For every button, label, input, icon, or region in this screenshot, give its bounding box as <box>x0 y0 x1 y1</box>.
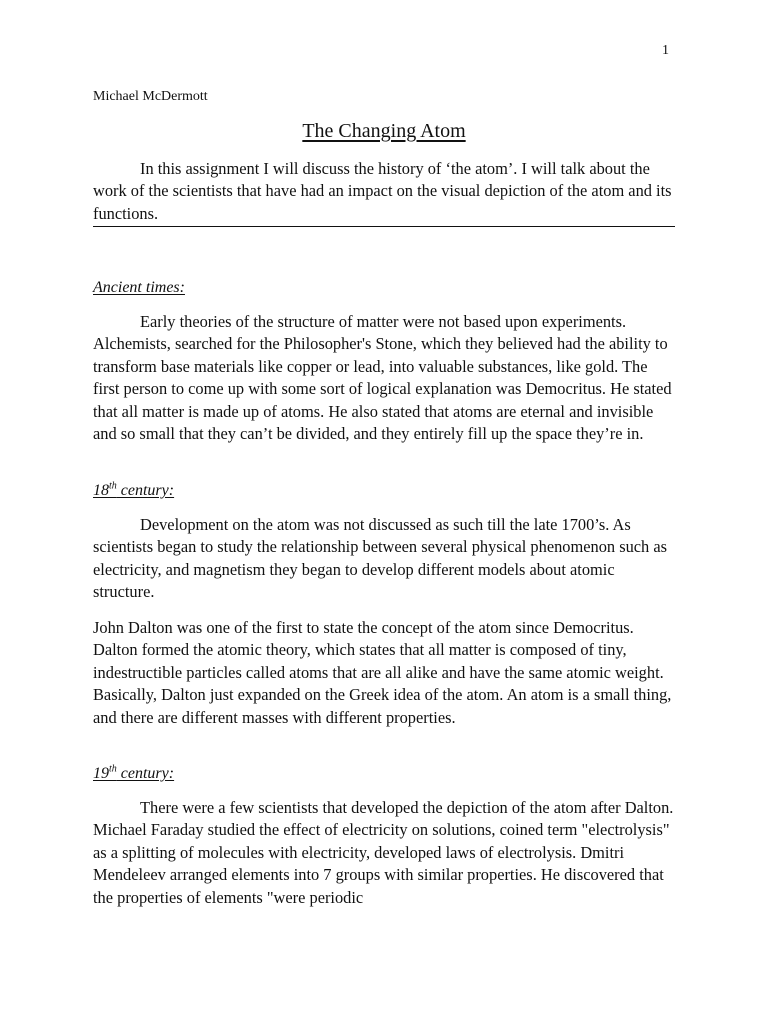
heading-number: 18 <box>93 482 109 499</box>
section-heading-ancient: Ancient times: <box>93 279 185 296</box>
page-number: 1 <box>662 43 669 58</box>
heading-superscript: th <box>109 763 117 775</box>
heading-text: century: <box>116 765 175 782</box>
heading-number: 19 <box>93 765 109 782</box>
heading-text: century: <box>116 482 175 499</box>
section-heading-18th-century <box>93 481 174 501</box>
intro-paragraph: In this assignment I will discuss the history of ‘the atom’. I will talk about the work of the scientists that have had an impact on the visual depiction of the atom and its functions. <box>93 158 675 227</box>
author-name: Michael McDermott <box>93 89 208 104</box>
paragraph-18th-century-1: Development on the atom was not discussed as such till the late 1700’s. As scientists began to study the relationship between several physical phenomenon such as electricity, and magnetism they began to develop different models about atomic structure. <box>93 515 667 602</box>
heading-superscript: th <box>109 480 117 492</box>
paragraph-19th-century: There were a few scientists that developed the depiction of the atom after Dalton. Michael Faraday studied the effect of electricity on solutions, coined term "electrolysis" as a splitting of molecules with electricity, developed laws of electrolysis. Dmitri Mendeleev arranged elements into 7 groups with similar properties. He discovered that the properties of elements "were periodic <box>93 798 674 907</box>
section-heading-19th-century <box>93 764 174 784</box>
paragraph-ancient: Early theories of the structure of matter were not based upon experiments. Alchemists, searched for the Philosopher's Stone, which they believed had the ability to transform base materials like copper or lead, into valuable substances, like gold. The first person to come up with some sort of logical explanation was Democritus. He stated that all matter is made up of atoms. He also stated that atoms are eternal and invisible and so small that they can’t be divided, and they entirely fill up the space they’re in. <box>93 312 672 444</box>
paragraph-18th-century-2: John Dalton was one of the first to state the concept of the atom since Democritus. Dalton formed the atomic theory, which states that all matter is composed of tiny, indestructible particles called atoms that are all alike and have the same atomic weight. Basically, Dalton just expanded on the Greek idea of the atom. An atom is a small thing, and there are different masses with different properties. <box>93 618 672 727</box>
document-title <box>93 117 675 145</box>
document-title-text: The Changing Atom <box>302 120 466 142</box>
